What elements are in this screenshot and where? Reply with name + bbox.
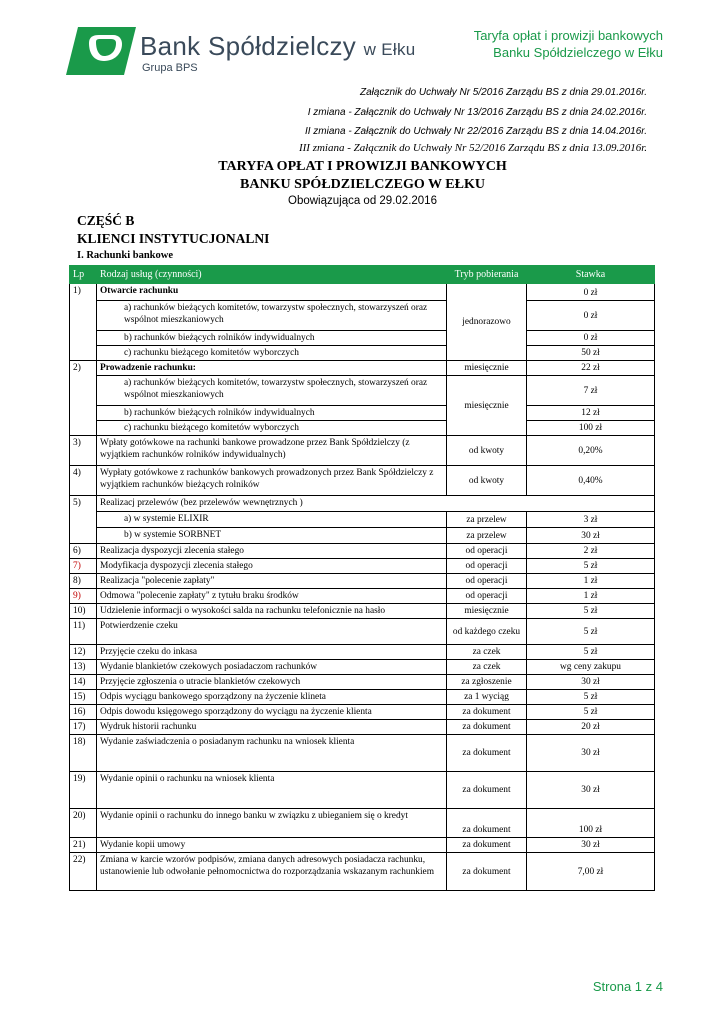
row-service: Wydanie kopii umowy xyxy=(97,838,447,853)
row-rate: 5 zł xyxy=(527,690,655,705)
row-mode: od kwoty xyxy=(447,466,527,496)
row-mode: za dokument xyxy=(447,705,527,720)
table-row xyxy=(70,284,655,301)
row-mode: za dokument xyxy=(447,772,527,809)
row-rate: 3 zł xyxy=(527,512,655,528)
row-mode: za dokument xyxy=(447,809,527,838)
row-mode: od operacji xyxy=(447,559,527,574)
row-service: Wydanie opinii o rachunku na wniosek klienta xyxy=(97,772,447,809)
table-row xyxy=(70,376,655,406)
table-row xyxy=(70,301,655,331)
page-title: TARYFA OPŁAT I PROWIZJI BANKOWYCH xyxy=(218,159,507,174)
row-rate: 7 zł xyxy=(527,376,655,406)
annex-line: III zmiana - Załącznik do Uchwały Nr 52/2016 Zarządu BS z dnia 13.09.2016r. xyxy=(298,142,647,154)
row-mode: miesięcznie xyxy=(447,361,527,376)
row-lp: 7) xyxy=(70,559,97,574)
row-service: Wypłaty gotówkowe z rachunków bankowych prowadzonych przez Bank Spółdzielczy z wyjątkiem rachunków bieżących rolników xyxy=(97,466,447,496)
row-service: b) w systemie SORBNET xyxy=(97,528,447,544)
part-heading: CZĘŚĆ B xyxy=(77,213,135,228)
row-mode: za dokument xyxy=(447,838,527,853)
col-mode: Tryb pobierania xyxy=(447,266,527,284)
row-rate: 30 zł xyxy=(527,735,655,772)
row-rate: 0 zł xyxy=(527,301,655,331)
row-rate: 0,40% xyxy=(527,466,655,496)
row-lp: 16) xyxy=(70,705,97,720)
col-lp: Lp xyxy=(70,266,97,284)
row-lp: 4) xyxy=(70,466,97,496)
row-lp: 11) xyxy=(70,619,97,645)
table-row xyxy=(70,406,655,421)
row-lp: 2) xyxy=(70,361,97,436)
table-row xyxy=(70,421,655,436)
table-row xyxy=(70,735,655,772)
page-number: Strona 1 z 4 xyxy=(592,979,663,994)
row-mode: za czek xyxy=(447,645,527,660)
row-rate: 12 zł xyxy=(527,406,655,421)
row-service: Odmowa "polecenie zapłaty" z tytułu braku środków xyxy=(97,589,447,604)
row-lp: 21) xyxy=(70,838,97,853)
row-rate: 5 zł xyxy=(527,705,655,720)
row-service: Wydanie zaświadczenia o posiadanym rachunku na wniosek klienta xyxy=(97,735,447,772)
row-mode: za dokument xyxy=(447,853,527,891)
table-row xyxy=(70,604,655,619)
row-service: a) w systemie ELIXIR xyxy=(97,512,447,528)
table-row xyxy=(70,645,655,660)
table-row xyxy=(70,660,655,675)
row-service: Otwarcie rachunku xyxy=(97,284,447,301)
row-mode: od operacji xyxy=(447,574,527,589)
table-row xyxy=(70,574,655,589)
row-service: Prowadzenie rachunku: xyxy=(97,361,447,376)
row-mode: od kwoty xyxy=(447,436,527,466)
annex-line: Załącznik do Uchwały Nr 5/2016 Zarządu BS z dnia 29.01.2016r. xyxy=(359,87,647,98)
row-lp: 12) xyxy=(70,645,97,660)
row-rate: 5 zł xyxy=(527,619,655,645)
table-row xyxy=(70,496,655,512)
row-mode: od operacji xyxy=(447,544,527,559)
table-row xyxy=(70,589,655,604)
row-service: Wydruk historii rachunku xyxy=(97,720,447,735)
row-rate: 0,20% xyxy=(527,436,655,466)
row-service: Realizacja dyspozycji zlecenia stałego xyxy=(97,544,447,559)
row-rate: 1 zł xyxy=(527,574,655,589)
table-row xyxy=(70,361,655,376)
row-rate: 0 zł xyxy=(527,331,655,346)
table-row xyxy=(70,690,655,705)
row-mode: za przelew xyxy=(447,512,527,528)
row-rate: 5 zł xyxy=(527,604,655,619)
row-rate: 7,00 zł xyxy=(527,853,655,891)
row-service: Odpis dowodu księgowego sporządzony do wyciągu na życzenie klienta xyxy=(97,705,447,720)
row-mode: za 1 wyciąg xyxy=(447,690,527,705)
row-lp: 13) xyxy=(70,660,97,675)
row-lp: 8) xyxy=(70,574,97,589)
row-service: c) rachunku bieżącego komitetów wyborczych xyxy=(97,346,447,361)
table-row xyxy=(70,705,655,720)
row-mode: za przelew xyxy=(447,528,527,544)
row-service: Realizacja "polecenie zapłaty" xyxy=(97,574,447,589)
table-row xyxy=(70,528,655,544)
doc-header-title: Taryfa opłat i prowizji bankowych Banku Spółdzielczego w Ełku xyxy=(473,28,663,60)
row-service: Modyfikacja dyspozycji zlecenia stałego xyxy=(97,559,447,574)
row-rate: 2 zł xyxy=(527,544,655,559)
row-rate: 20 zł xyxy=(527,720,655,735)
row-lp: 10) xyxy=(70,604,97,619)
col-rate: Stawka xyxy=(527,266,655,284)
row-rate: 50 zł xyxy=(527,346,655,361)
row-mode: od każdego czeku xyxy=(447,619,527,645)
row-service: Potwierdzenie czeku xyxy=(97,619,447,645)
bank-name: Bank Spółdzielczy w Ełku xyxy=(140,31,416,61)
table-row xyxy=(70,346,655,361)
row-lp: 22) xyxy=(70,853,97,891)
table-row xyxy=(70,512,655,528)
row-service: Udzielenie informacji o wysokości salda na rachunku telefonicznie na hasło xyxy=(97,604,447,619)
row-mode: miesięcznie xyxy=(447,376,527,436)
row-service: a) rachunków bieżących komitetów, towarzystw społecznych, stowarzyszeń oraz wspólnot mieszkaniowych xyxy=(97,376,447,406)
table-row xyxy=(70,559,655,574)
annex-line: I zmiana - Załącznik do Uchwały Nr 13/2016 Zarządu BS z dnia 24.02.2016r. xyxy=(307,107,647,118)
row-rate: 30 zł xyxy=(527,838,655,853)
row-service: Wpłaty gotówkowe na rachunki bankowe prowadzone przez Bank Spółdzielczy (z wyjątkiem rachunków rolników indywidualnych) xyxy=(97,436,447,466)
row-lp: 14) xyxy=(70,675,97,690)
row-service: Realizacj przelewów (bez przelewów wewnętrznych ) xyxy=(97,496,655,512)
row-rate: 1 zł xyxy=(527,589,655,604)
annex-line: II zmiana - Załącznik do Uchwały Nr 22/2016 Zarządu BS z dnia 14.04.2016r. xyxy=(304,126,647,137)
row-rate: 30 zł xyxy=(527,772,655,809)
page-subtitle: BANKU SPÓŁDZIELCZEGO W EŁKU xyxy=(240,177,485,192)
table-row xyxy=(70,838,655,853)
row-lp: 3) xyxy=(70,436,97,466)
row-rate: 100 zł xyxy=(527,809,655,838)
table-row xyxy=(70,675,655,690)
row-lp: 6) xyxy=(70,544,97,559)
row-rate: 5 zł xyxy=(527,559,655,574)
row-rate: 30 zł xyxy=(527,675,655,690)
row-mode: za dokument xyxy=(447,735,527,772)
row-mode: za zgłoszenie xyxy=(447,675,527,690)
table-header-row xyxy=(70,266,655,284)
table-row xyxy=(70,331,655,346)
table-row xyxy=(70,809,655,838)
row-service: Odpis wyciągu bankowego sporządzony na życzenie klineta xyxy=(97,690,447,705)
row-service: b) rachunków bieżących rolników indywidualnych xyxy=(97,331,447,346)
row-lp: 19) xyxy=(70,772,97,809)
table-row xyxy=(70,720,655,735)
row-rate: 22 zł xyxy=(527,361,655,376)
row-service: Wydanie opinii o rachunku do innego banku w związku z ubieganiem się o kredyt xyxy=(97,809,447,838)
row-service: a) rachunków bieżących komitetów, towarzystw społecznych, stowarzyszeń oraz wspólnot mieszkaniowych xyxy=(97,301,447,331)
table-row xyxy=(70,619,655,645)
row-lp: 1) xyxy=(70,284,97,361)
tariff-table xyxy=(69,265,655,891)
row-service: Przyjęcie zgłoszenia o utracie blankietów czekowych xyxy=(97,675,447,690)
row-service: c) rachunku bieżącego komitetów wyborczych xyxy=(97,421,447,436)
row-mode: jednorazowo xyxy=(447,284,527,361)
row-lp: 20) xyxy=(70,809,97,838)
row-rate: 30 zł xyxy=(527,528,655,544)
row-lp: 18) xyxy=(70,735,97,772)
row-lp: 9) xyxy=(70,589,97,604)
table-row xyxy=(70,466,655,496)
clients-heading: KLIENCI INSTYTUCJONALNI xyxy=(77,231,270,246)
row-service: Przyjęcie czeku do inkasa xyxy=(97,645,447,660)
row-rate: 100 zł xyxy=(527,421,655,436)
row-service: b) rachunków bieżących rolników indywidualnych xyxy=(97,406,447,421)
section-heading: I. Rachunki bankowe xyxy=(77,250,173,261)
row-lp: 5) xyxy=(70,496,97,544)
row-mode: od operacji xyxy=(447,589,527,604)
table-row xyxy=(70,436,655,466)
row-lp: 17) xyxy=(70,720,97,735)
row-mode: miesięcznie xyxy=(447,604,527,619)
row-rate: 0 zł xyxy=(527,284,655,301)
bank-group: Grupa BPS xyxy=(142,62,198,74)
row-service: Zmiana w karcie wzorów podpisów, zmiana danych adresowych posiadacza rachunku, ustanowienie lub odwołanie pełnomocnictwa do rozporządzania wskazanym rachunkiem xyxy=(97,853,447,891)
row-rate: 5 zł xyxy=(527,645,655,660)
row-lp: 15) xyxy=(70,690,97,705)
row-rate: wg ceny zakupu xyxy=(527,660,655,675)
table-row xyxy=(70,544,655,559)
valid-from: Obowiązująca od 29.02.2016 xyxy=(288,195,437,207)
row-service: Wydanie blankietów czekowych posiadaczom rachunków xyxy=(97,660,447,675)
table-row xyxy=(70,853,655,891)
col-service: Rodzaj usług (czynności) xyxy=(97,266,447,284)
row-mode: za dokument xyxy=(447,720,527,735)
row-mode: za czek xyxy=(447,660,527,675)
table-row xyxy=(70,772,655,809)
